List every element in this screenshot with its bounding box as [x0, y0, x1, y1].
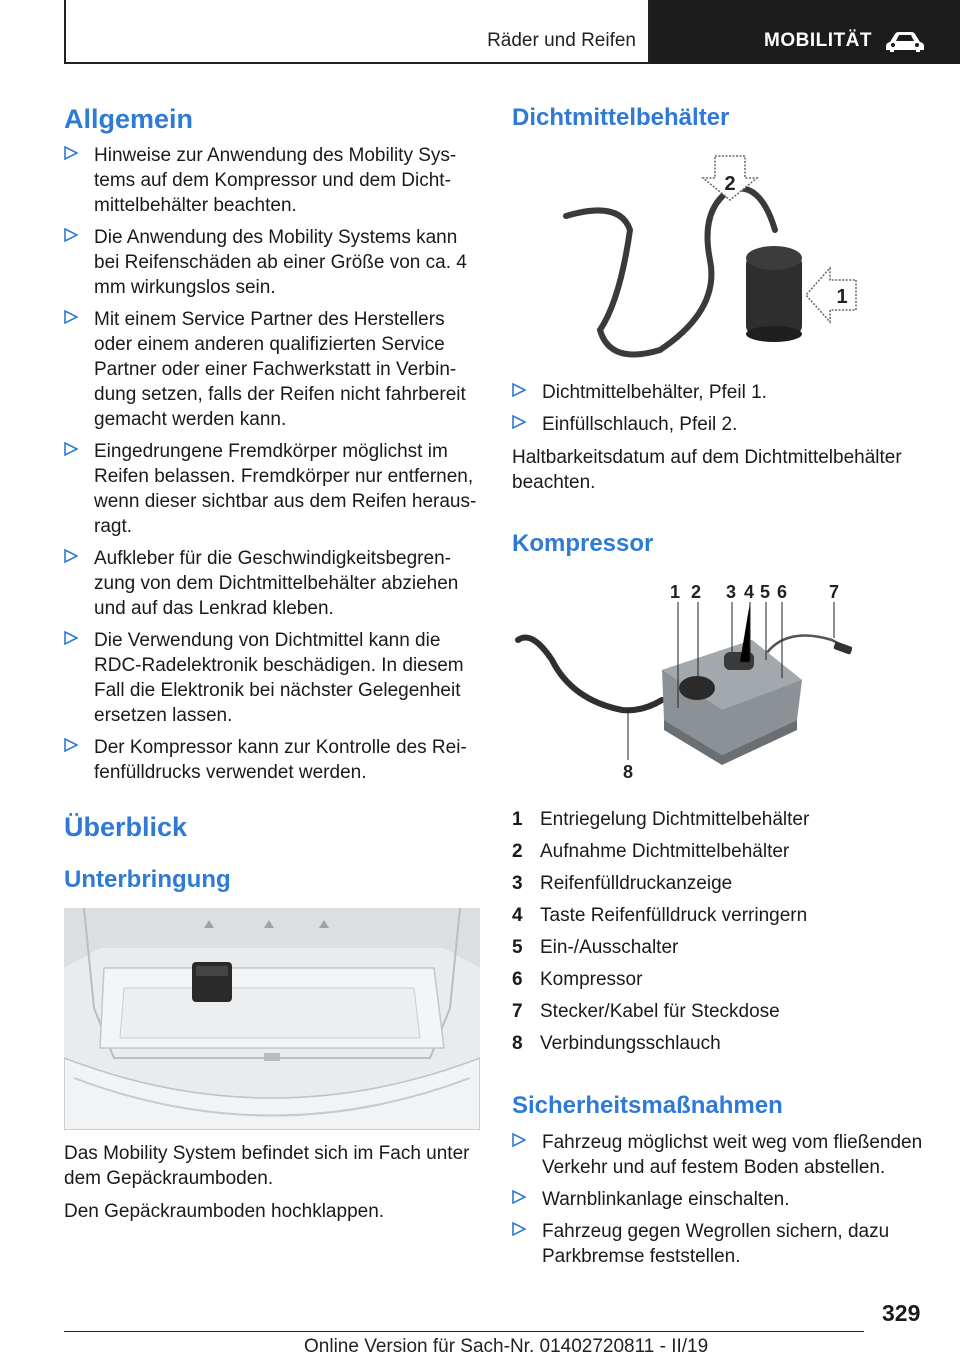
- compressor-image: [512, 580, 852, 785]
- legend-number: 8: [512, 1033, 523, 1054]
- list-item: [64, 225, 480, 300]
- sicherheit-list: [512, 1130, 932, 1276]
- legend-text: Entriegelung Dichtmittelbehälter: [540, 809, 810, 830]
- list-item-text: Fahrzeug möglichst weit weg vom fließenden Verkehr und auf festem Boden abstellen.: [542, 1132, 923, 1178]
- legend-number: 1: [512, 809, 523, 830]
- list-item: [512, 1187, 932, 1212]
- compressor-label-2: 2: [690, 582, 702, 602]
- compressor-label-6: 6: [776, 582, 788, 602]
- para-unterbringung-1: Das Mobility System befindet sich im Fach unter dem Gepäckraumboden.: [64, 1143, 470, 1189]
- list-item: [512, 1219, 932, 1269]
- list-item: [512, 1130, 932, 1180]
- bullet-triangle-icon: [64, 631, 78, 645]
- header-section-box: [66, 0, 650, 64]
- compressor-label-5: 5: [759, 582, 771, 602]
- bullet-triangle-icon: [512, 415, 526, 429]
- legend-number: 6: [512, 969, 523, 990]
- bullet-triangle-icon: [512, 383, 526, 397]
- allgemein-list: [64, 143, 480, 792]
- footer-online-version: Online Version für Sach-Nr. 01402720811 - II/19: [304, 1336, 709, 1357]
- heading-allgemein: Allgemein: [64, 104, 194, 134]
- bullet-triangle-icon: [64, 442, 78, 456]
- legend-text: Stecker/Kabel für Steckdose: [540, 1001, 780, 1022]
- legend-item: [512, 1031, 932, 1063]
- header-chapter-title: MOBILITÄT: [764, 30, 872, 51]
- list-item: [512, 380, 932, 405]
- list-item-text: Mit einem Service Partner des Herstellers oder einem anderen qualifizierten Service Partner oder einer Fachwerkstatt in Verbin-dung setzen, falls der Reifen nicht fahrbereit gemacht werden kann.: [94, 309, 466, 430]
- legend-number: 4: [512, 905, 523, 926]
- list-item-text: Aufkleber für die Geschwindigkeitsbegren-zung von dem Dichtmittelbehälter abziehen und auf das Lenkrad kleben.: [94, 548, 459, 619]
- list-item: [64, 307, 480, 432]
- footer-rule: [64, 1331, 864, 1332]
- list-item-text: Fahrzeug gegen Wegrollen sichern, dazu Parkbremse feststellen.: [542, 1221, 890, 1267]
- legend-number: 2: [512, 841, 523, 862]
- list-item: [64, 628, 480, 728]
- heading-sicherheitsmassnahmen: Sicherheitsmaßnahmen: [512, 1092, 783, 1119]
- arrow-label-1: 1: [836, 286, 848, 308]
- list-item: [64, 735, 480, 785]
- bullet-triangle-icon: [64, 738, 78, 752]
- legend-text: Aufnahme Dichtmittelbehälter: [540, 841, 790, 862]
- list-item-text: Warnblinkanlage einschalten.: [542, 1189, 790, 1210]
- heading-ueberblick: Überblick: [64, 812, 188, 842]
- legend-text: Verbindungsschlauch: [540, 1033, 721, 1054]
- legend-item: [512, 935, 932, 967]
- legend-text: Taste Reifenfülldruck verringern: [540, 905, 808, 926]
- legend-number: 3: [512, 873, 523, 894]
- bullet-triangle-icon: [512, 1133, 526, 1147]
- legend-item: [512, 903, 932, 935]
- list-item: [64, 546, 480, 621]
- sealant-container-image: [560, 150, 870, 370]
- list-item-text: Eingedrungene Fremdkörper möglichst im Reifen belassen. Fremdkörper nur entfernen, wenn dieser sichtbar aus dem Reifen heraus-ragt.: [94, 441, 477, 537]
- trunk-image: [64, 908, 480, 1130]
- page-number: 329: [882, 1300, 921, 1326]
- header-section-title: Räder und Reifen: [487, 30, 636, 51]
- legend-item: [512, 839, 932, 871]
- arrow-label-2: 2: [724, 173, 736, 195]
- heading-kompressor: Kompressor: [512, 530, 654, 557]
- list-item-text: Die Verwendung von Dichtmittel kann die RDC-Radelektronik beschädigen. In diesem Fall die Elektronik bei nächster Gelegenheit ersetzen lassen.: [94, 630, 464, 726]
- compressor-label-4: 4: [743, 582, 755, 602]
- compressor-label-7: 7: [828, 582, 840, 602]
- bullet-triangle-icon: [512, 1190, 526, 1204]
- heading-unterbringung: Unterbringung: [64, 866, 231, 893]
- legend-text: Kompressor: [540, 969, 643, 990]
- list-item-text: Der Kompressor kann zur Kontrolle des Rei-fenfülldrucks verwendet werden.: [94, 737, 467, 783]
- car-icon: [884, 30, 926, 54]
- list-item-text: Hinweise zur Anwendung des Mobility Sys-tems auf dem Kompressor und dem Dicht-mittelbehälter beachten.: [94, 145, 457, 216]
- legend-item: [512, 967, 932, 999]
- list-item-text: Dichtmittelbehälter, Pfeil 1.: [542, 382, 767, 403]
- bullet-triangle-icon: [512, 1222, 526, 1236]
- compressor-label-1: 1: [669, 582, 681, 602]
- list-item: [512, 412, 932, 437]
- dicht-list: [512, 380, 932, 444]
- para-unterbringung-2: Den Gepäckraumboden hochklappen.: [64, 1201, 385, 1222]
- legend-item: [512, 999, 932, 1031]
- list-item: [64, 143, 480, 218]
- legend-item: [512, 871, 932, 903]
- legend-text: Reifenfülldruckanzeige: [540, 873, 733, 894]
- list-item-text: Die Anwendung des Mobility Systems kann bei Reifenschäden ab einer Größe von ca. 4 mm wirkungslos sein.: [94, 227, 467, 298]
- compressor-label-8: 8: [622, 762, 634, 782]
- bullet-triangle-icon: [64, 549, 78, 563]
- para-haltbarkeit: Haltbarkeitsdatum auf dem Dichtmittelbehälter beachten.: [512, 447, 902, 493]
- bullet-triangle-icon: [64, 310, 78, 324]
- legend-number: 5: [512, 937, 523, 958]
- kompressor-legend: [512, 807, 932, 1063]
- list-item: [64, 439, 480, 539]
- compressor-label-3: 3: [725, 582, 737, 602]
- legend-item: [512, 807, 932, 839]
- legend-text: Ein-/Ausschalter: [540, 937, 679, 958]
- legend-number: 7: [512, 1001, 523, 1022]
- bullet-triangle-icon: [64, 228, 78, 242]
- heading-dichtmittelbehaelter: Dichtmittelbehälter: [512, 104, 730, 131]
- bullet-triangle-icon: [64, 146, 78, 160]
- list-item-text: Einfüllschlauch, Pfeil 2.: [542, 414, 738, 435]
